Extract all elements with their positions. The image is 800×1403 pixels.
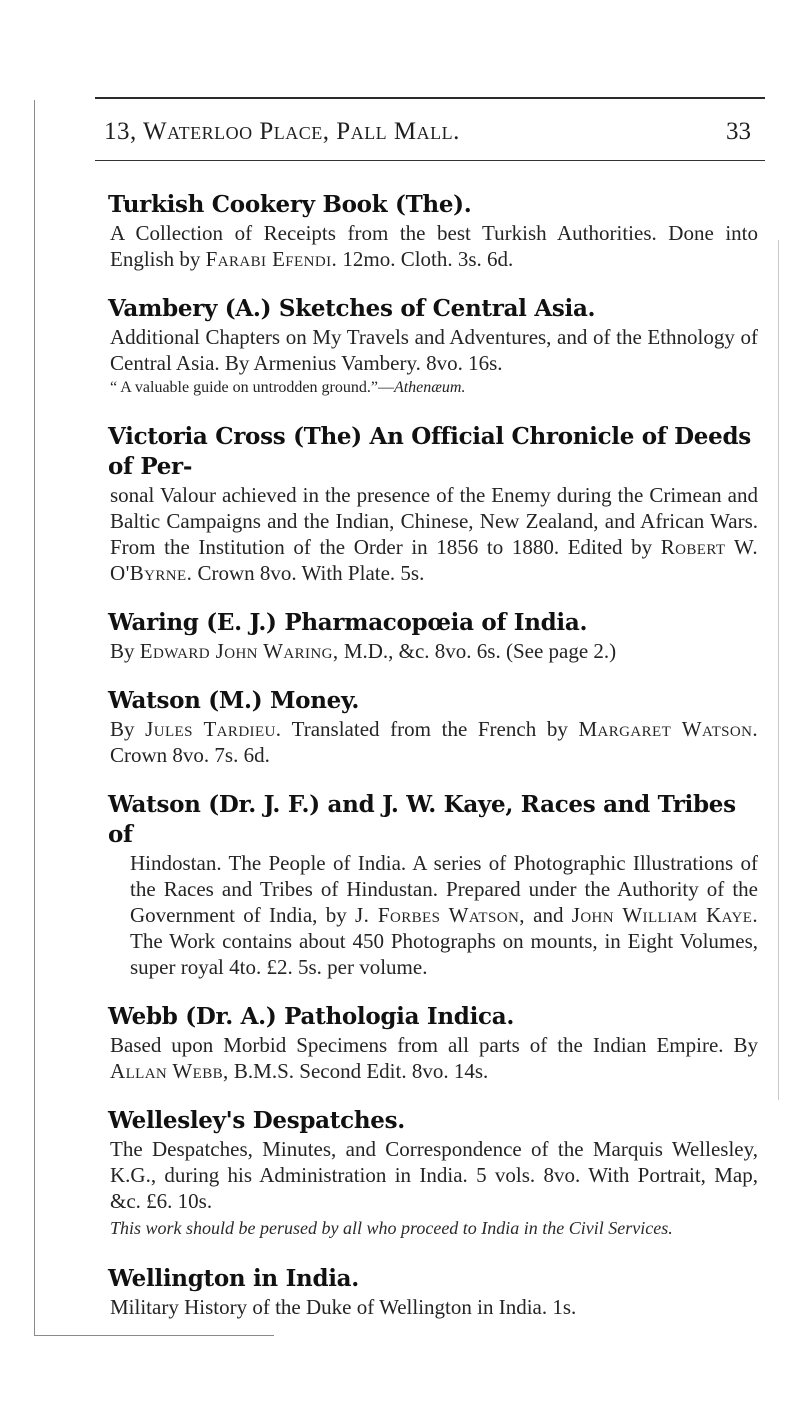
- entry-author: Edward John Waring,: [139, 639, 339, 663]
- quote-source: Athenæum.: [393, 379, 466, 396]
- entry-victoria-cross: [108, 422, 758, 586]
- page-border-left: [34, 100, 35, 1335]
- entry-body: sonal Valour achieved in the presence of the Enemy during the Crimean and Baltic Campaigns and the Indian, Chinese, New Zealand, and African Wars. From the Institution of the Order in 1856 to 1880. Edited by Robert W. O'Byrne. Crown 8vo. With Plate. 5s.: [110, 483, 759, 585]
- header-rule-top: [95, 97, 765, 99]
- entry-title: Turkish Cookery Book (The).: [108, 191, 472, 218]
- entry-webb: [108, 1002, 758, 1084]
- entry-author: Farabi Efendi.: [205, 247, 338, 271]
- entry-author-2: John William Kaye.: [571, 903, 758, 927]
- entry-quote: “ A valuable guide on untrodden ground.”—Athenæum.: [110, 379, 466, 396]
- entry-body: The Despatches, Minutes, and Correspondence of the Marquis Wellesley, K.G., during his Administration in India. 5 vols. 8vo. With Portrait, Map, &c. £6. 10s.: [110, 1137, 758, 1213]
- entry-title: Watson (Dr. J. F.) and J. W. Kaye, Races and Tribes of: [108, 791, 736, 848]
- entry-title: Victoria Cross (The) An Official Chronicle of Deeds of Per-: [108, 423, 751, 480]
- entry-turkish-cookery: [108, 190, 758, 272]
- entry-body: Additional Chapters on My Travels and Adventures, and of the Ethnology of Central Asia. By Armenius Vambery. 8vo. 16s.: [110, 325, 758, 375]
- catalogue-entries: [108, 190, 758, 1342]
- entry-waring: [108, 608, 758, 664]
- entry-body: Based upon Morbid Specimens from all parts of the Indian Empire. By Allan Webb, B.M.S. Second Edit. 8vo. 14s.: [110, 1033, 758, 1083]
- entry-body: By Edward John Waring, M.D., &c. 8vo. 6s. (See page 2.): [110, 639, 617, 663]
- entry-body: By Jules Tardieu. Translated from the French by Margaret Watson. Crown 8vo. 7s. 6d.: [110, 717, 759, 767]
- entry-title: Waring (E. J.) Pharmacopœia of India.: [108, 609, 588, 636]
- entry-title: Webb (Dr. A.) Pathologia Indica.: [108, 1003, 515, 1030]
- entry-wellington: [108, 1264, 758, 1320]
- entry-author: J. Forbes Watson,: [355, 903, 525, 927]
- entry-note: This work should be perused by all who proceed to India in the Civil Services.: [110, 1218, 673, 1238]
- entry-watson-money: [108, 686, 758, 768]
- entry-translator: Margaret Watson.: [578, 717, 759, 741]
- entry-body: Military History of the Duke of Wellington in India. 1s.: [110, 1295, 577, 1319]
- entry-title: Wellesley's Despatches.: [108, 1107, 405, 1134]
- entry-editor: Robert W. O'Byrne.: [110, 535, 759, 585]
- page-number: 33: [726, 118, 751, 145]
- entry-body: A Collection of Receipts from the best Turkish Authorities. Done into English by Farabi Efendi. 12mo. Cloth. 3s. 6d.: [110, 221, 758, 271]
- header-rule-bottom: [95, 160, 765, 161]
- entry-author: Allan Webb,: [110, 1059, 229, 1083]
- entry-watson-kaye: [108, 790, 758, 980]
- entry-author: Jules Tardieu.: [145, 717, 282, 741]
- entry-title: Watson (M.) Money.: [108, 687, 360, 714]
- entry-title: Wellington in India.: [108, 1265, 359, 1292]
- running-head: 13, Waterloo Place, Pall Mall.: [104, 118, 460, 145]
- entry-vambery: [108, 294, 758, 400]
- entry-wellesley: [108, 1106, 758, 1242]
- entry-title: Vambery (A.) Sketches of Central Asia.: [108, 295, 596, 322]
- page-border-right: [778, 240, 779, 1100]
- entry-body: Hindostan. The People of India. A series of Photographic Illustrations of the Races and Tribes of Hindustan. Prepared under the Authority of the Government of India, by J. Forbes Watson, and John William Kaye. The Work contains about 450 Photographs on mounts, in Eight Volumes, super royal 4to. £2. 5s. per volume.: [130, 851, 758, 979]
